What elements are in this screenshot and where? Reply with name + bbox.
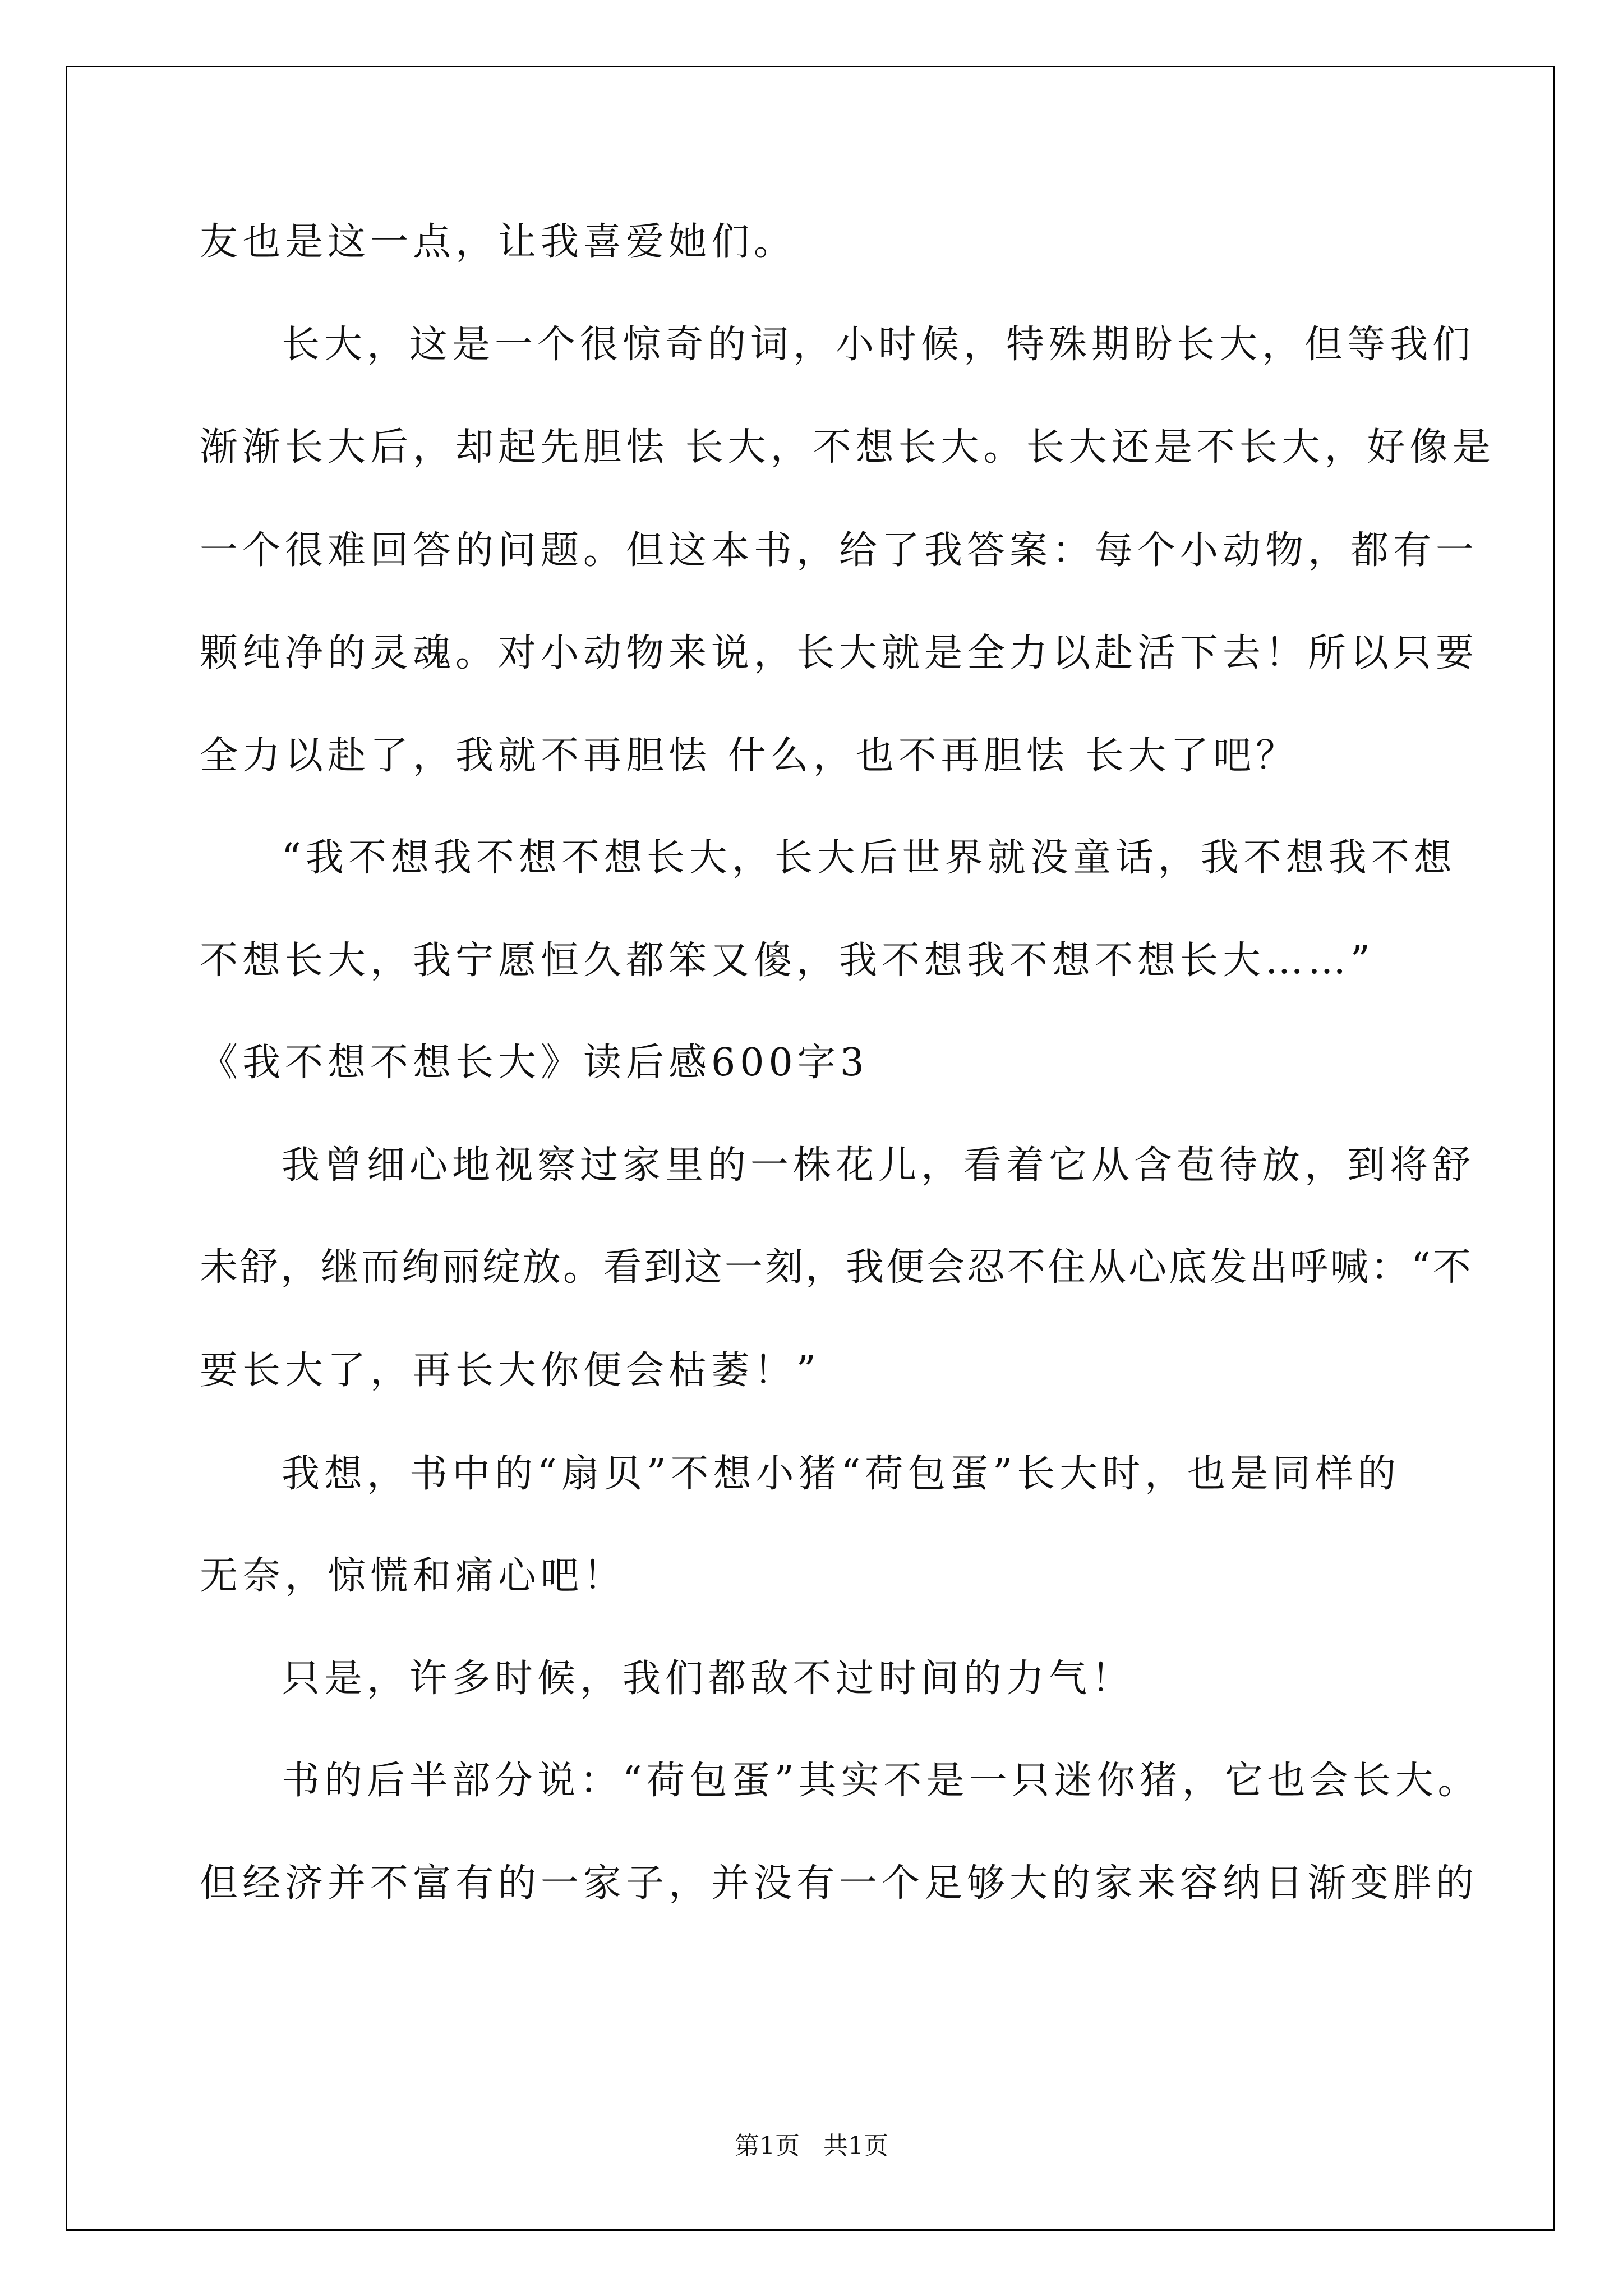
- text-line: 只是，许多时候，我们都敌不过时间的力气！: [282, 1657, 1135, 1701]
- text-line: 要长大了，再长大你便会枯萎！”: [200, 1349, 820, 1393]
- text-line: 颗纯净的灵魂。对小动物来说，长大就是全力以赴活下去！所以只要: [200, 631, 1479, 675]
- text-line: 长大，这是一个很惊奇的词，小时候，特殊期盼长大，但等我们: [282, 323, 1476, 367]
- text-line: “我不想我不想不想长大，长大后世界就没童话，我不想我不想: [282, 836, 1456, 880]
- text-line: 全力以赴了，我就不再胆怯 什么，也不再胆怯 长大了吧？: [200, 734, 1299, 778]
- text-line: 无奈，惊慌和痛心吧！: [200, 1554, 626, 1598]
- text-line: 友也是这一点，让我喜爱她们。: [200, 220, 797, 264]
- page-footer: 第1页 共1页: [735, 2132, 888, 2160]
- text-line: 不想长大，我宁愿恒久都笨又傻，我不想我不想不想长大……”: [200, 938, 1375, 983]
- text-line: 未舒，继而绚丽绽放。看到这一刻，我便会忍不住从心底发出呼喊：“不: [200, 1245, 1473, 1290]
- text-line: 我曾细心地视察过家里的一株花儿，看着它从含苞待放，到将舒: [282, 1143, 1476, 1188]
- text-line: 书的后半部分说：“荷包蛋”其实不是一只迷你猪，它也会长大。: [282, 1759, 1481, 1803]
- text-line: 但经济并不富有的一家子，并没有一个足够大的家来容纳日渐变胖的: [200, 1861, 1479, 1906]
- text-line: 我想，书中的“扇贝”不想小猪“荷包蛋”长大时，也是同样的: [282, 1452, 1401, 1496]
- text-line: 渐渐长大后，却起先胆怯 长大，不想长大。长大还是不长大，好像是: [200, 425, 1495, 470]
- text-line: 一个很难回答的问题。但这本书，给了我答案：每个小动物，都有一: [200, 528, 1479, 573]
- section-heading: 《我不想不想长大》读后感600字3: [200, 1041, 869, 1085]
